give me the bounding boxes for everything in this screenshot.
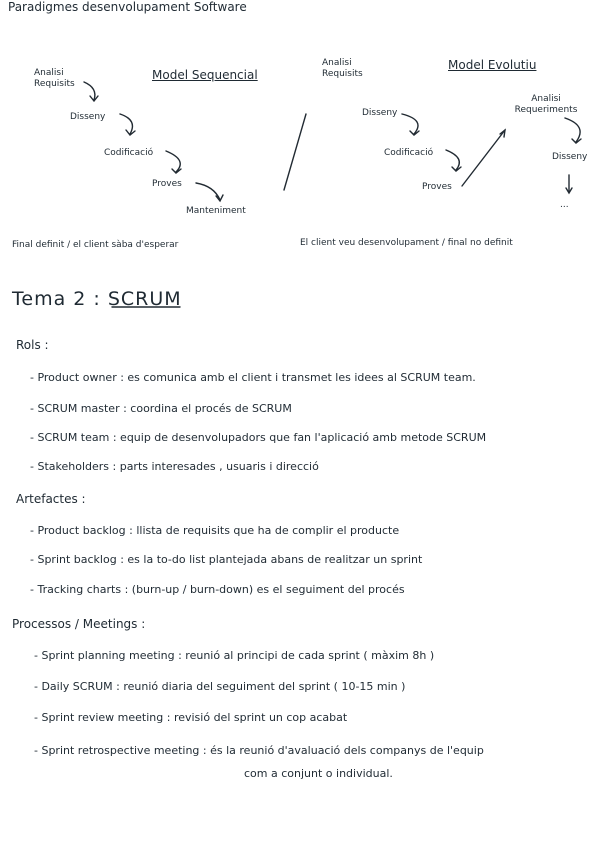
topic-name: SCRUM	[107, 288, 182, 310]
list-item: - Sprint planning meeting : reunió al principi de cada sprint ( màxim 8h )	[34, 649, 435, 662]
right-step-analysis: Analisi Requisits	[322, 58, 363, 79]
list-item: - Product owner : es comunica amb el client i transmet les idees al SCRUM team.	[30, 371, 476, 384]
right-caption: El client veu desenvolupament / final no definit	[300, 238, 513, 248]
sequential-model-title: Model Sequencial	[152, 68, 258, 82]
right-step-ellipsis: ...	[560, 200, 569, 210]
artefactes-heading: Artefactes :	[16, 492, 86, 506]
list-item: - SCRUM master : coordina el procés de SCRUM	[30, 402, 292, 415]
left-step-coding: Codificació	[104, 148, 154, 158]
list-item: - Stakeholders : parts interesades , usuaris i direcció	[30, 460, 319, 473]
right-step-requirements: Analisi Requeriments	[514, 94, 578, 115]
right-step-coding: Codificació	[384, 148, 434, 158]
right-step-testing: Proves	[422, 182, 452, 192]
page-heading: Paradigmes desenvolupament Software	[8, 0, 247, 14]
list-item: - Product backlog : llista de requisits que ha de complir el producte	[30, 524, 400, 537]
right-step-design: Disseny	[362, 108, 398, 118]
list-item-continuation: com a conjunt o individual.	[244, 767, 393, 780]
list-item: - Sprint retrospective meeting : és la reunió d'avaluació dels companys de l'equip	[34, 744, 484, 757]
list-item: - Tracking charts : (burn-up / burn-down) es el seguiment del procés	[30, 583, 405, 596]
evolutive-model-title: Model Evolutiu	[448, 58, 537, 72]
left-step-testing: Proves	[152, 179, 182, 189]
left-step-design: Disseny	[70, 112, 106, 122]
right-step-design-2: Disseny	[552, 152, 588, 162]
rols-heading: Rols :	[16, 338, 49, 352]
topic-title	[12, 288, 182, 311]
processos-heading: Processos / Meetings :	[12, 617, 146, 631]
topic-prefix: Tema 2 :	[12, 288, 101, 310]
list-item: - Sprint review meeting : revisió del sprint un cop acabat	[34, 711, 348, 724]
list-item: - SCRUM team : equip de desenvolupadors que fan l'aplicació amb metode SCRUM	[30, 431, 487, 444]
list-item: - Sprint backlog : es la to-do list plantejada abans de realitzar un sprint	[30, 553, 423, 566]
left-caption: Final definit / el client sàba d'esperar	[12, 240, 179, 250]
left-step-maintenance: Manteniment	[186, 206, 246, 216]
left-step-analysis: Analisi Requisits	[34, 68, 75, 89]
list-item: - Daily SCRUM : reunió diaria del seguiment del sprint ( 10-15 min )	[34, 680, 406, 693]
